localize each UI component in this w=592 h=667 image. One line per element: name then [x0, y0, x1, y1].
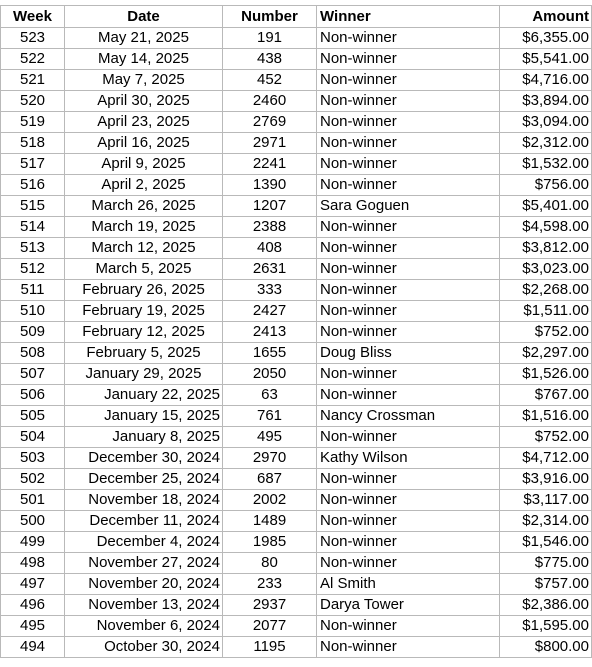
winner-cell[interactable]: Non-winner [317, 427, 500, 448]
date-cell[interactable]: December 4, 2024 [65, 532, 223, 553]
number-cell[interactable]: 2937 [223, 595, 317, 616]
date-cell[interactable]: April 16, 2025 [65, 133, 223, 154]
amount-cell[interactable]: $2,297.00 [500, 343, 592, 364]
number-cell[interactable]: 2970 [223, 448, 317, 469]
amount-cell[interactable]: $4,716.00 [500, 70, 592, 91]
amount-cell[interactable]: $4,712.00 [500, 448, 592, 469]
winner-cell[interactable]: Non-winner [317, 322, 500, 343]
winner-cell[interactable]: Non-winner [317, 154, 500, 175]
winner-cell[interactable]: Non-winner [317, 259, 500, 280]
date-cell[interactable]: April 30, 2025 [65, 91, 223, 112]
table-row [1, 532, 592, 553]
number-cell[interactable]: 761 [223, 406, 317, 427]
date-cell[interactable]: February 19, 2025 [65, 301, 223, 322]
date-cell[interactable]: March 5, 2025 [65, 259, 223, 280]
amount-cell[interactable]: $3,117.00 [500, 490, 592, 511]
winner-cell[interactable]: Nancy Crossman [317, 406, 500, 427]
amount-cell[interactable]: $2,268.00 [500, 280, 592, 301]
week-cell[interactable]: 498 [1, 553, 65, 574]
date-cell[interactable]: February 12, 2025 [65, 322, 223, 343]
number-cell[interactable]: 2631 [223, 259, 317, 280]
winner-cell[interactable]: Non-winner [317, 175, 500, 196]
amount-cell[interactable]: $752.00 [500, 322, 592, 343]
winner-cell[interactable]: Non-winner [317, 301, 500, 322]
table-row [1, 343, 592, 364]
header-row [1, 6, 592, 28]
winner-cell[interactable]: Non-winner [317, 553, 500, 574]
amount-cell[interactable]: $3,894.00 [500, 91, 592, 112]
amount-cell[interactable]: $5,541.00 [500, 49, 592, 70]
winner-cell[interactable]: Non-winner [317, 49, 500, 70]
date-cell[interactable]: November 20, 2024 [65, 574, 223, 595]
winner-cell[interactable]: Non-winner [317, 133, 500, 154]
amount-cell[interactable]: $3,094.00 [500, 112, 592, 133]
date-cell[interactable]: January 22, 2025 [65, 385, 223, 406]
date-cell[interactable]: May 7, 2025 [65, 70, 223, 91]
week-cell[interactable]: 510 [1, 301, 65, 322]
amount-cell[interactable]: $1,526.00 [500, 364, 592, 385]
winner-cell[interactable]: Non-winner [317, 91, 500, 112]
winner-cell[interactable]: Non-winner [317, 532, 500, 553]
number-cell[interactable]: 2002 [223, 490, 317, 511]
number-cell[interactable]: 191 [223, 28, 317, 49]
date-cell[interactable]: April 2, 2025 [65, 175, 223, 196]
winner-cell[interactable]: Non-winner [317, 280, 500, 301]
number-cell[interactable]: 333 [223, 280, 317, 301]
number-cell[interactable]: 452 [223, 70, 317, 91]
winner-cell[interactable]: Kathy Wilson [317, 448, 500, 469]
week-cell[interactable]: 507 [1, 364, 65, 385]
table-body [1, 28, 592, 658]
table-row [1, 364, 592, 385]
table-row [1, 301, 592, 322]
week-cell[interactable]: 497 [1, 574, 65, 595]
date-cell[interactable]: May 21, 2025 [65, 28, 223, 49]
date-cell[interactable]: November 13, 2024 [65, 595, 223, 616]
week-cell[interactable]: 509 [1, 322, 65, 343]
table-row [1, 280, 592, 301]
amount-cell[interactable]: $1,595.00 [500, 616, 592, 637]
winner-cell[interactable]: Al Smith [317, 574, 500, 595]
week-cell[interactable]: 505 [1, 406, 65, 427]
week-cell[interactable]: 512 [1, 259, 65, 280]
amount-cell[interactable]: $3,916.00 [500, 469, 592, 490]
winner-cell[interactable]: Non-winner [317, 364, 500, 385]
week-cell[interactable]: 516 [1, 175, 65, 196]
table-row [1, 448, 592, 469]
number-cell[interactable]: 438 [223, 49, 317, 70]
winner-cell[interactable]: Non-winner [317, 490, 500, 511]
amount-cell[interactable]: $756.00 [500, 175, 592, 196]
winner-cell[interactable]: Non-winner [317, 616, 500, 637]
week-header[interactable]: Week [1, 6, 65, 28]
week-cell[interactable]: 503 [1, 448, 65, 469]
amount-cell[interactable]: $1,516.00 [500, 406, 592, 427]
amount-cell[interactable]: $1,546.00 [500, 532, 592, 553]
date-cell[interactable]: February 5, 2025 [65, 343, 223, 364]
date-cell[interactable]: March 12, 2025 [65, 238, 223, 259]
week-cell[interactable]: 501 [1, 490, 65, 511]
table-row [1, 427, 592, 448]
number-cell[interactable]: 1195 [223, 637, 317, 658]
winner-cell[interactable]: Non-winner [317, 28, 500, 49]
table-row [1, 259, 592, 280]
table-row [1, 196, 592, 217]
date-cell[interactable]: January 29, 2025 [65, 364, 223, 385]
table-row [1, 322, 592, 343]
date-cell[interactable]: December 25, 2024 [65, 469, 223, 490]
number-cell[interactable]: 1207 [223, 196, 317, 217]
week-cell[interactable]: 500 [1, 511, 65, 532]
table-row [1, 406, 592, 427]
week-cell[interactable]: 495 [1, 616, 65, 637]
number-cell[interactable]: 2050 [223, 364, 317, 385]
winner-cell[interactable]: Non-winner [317, 217, 500, 238]
number-cell[interactable]: 1655 [223, 343, 317, 364]
number-cell[interactable]: 1489 [223, 511, 317, 532]
amount-cell[interactable]: $2,386.00 [500, 595, 592, 616]
table-row [1, 154, 592, 175]
week-cell[interactable]: 517 [1, 154, 65, 175]
week-cell[interactable]: 502 [1, 469, 65, 490]
number-cell[interactable]: 2388 [223, 217, 317, 238]
amount-cell[interactable]: $2,314.00 [500, 511, 592, 532]
table-row [1, 238, 592, 259]
winner-cell[interactable]: Non-winner [317, 637, 500, 658]
number-cell[interactable]: 2413 [223, 322, 317, 343]
number-cell[interactable]: 2971 [223, 133, 317, 154]
amount-cell[interactable]: $1,532.00 [500, 154, 592, 175]
winner-cell[interactable]: Non-winner [317, 238, 500, 259]
number-cell[interactable]: 687 [223, 469, 317, 490]
week-cell[interactable]: 494 [1, 637, 65, 658]
table-row [1, 385, 592, 406]
number-cell[interactable]: 2077 [223, 616, 317, 637]
week-cell[interactable]: 515 [1, 196, 65, 217]
number-cell[interactable]: 2769 [223, 112, 317, 133]
date-cell[interactable]: March 19, 2025 [65, 217, 223, 238]
winner-cell[interactable]: Sara Goguen [317, 196, 500, 217]
date-cell[interactable]: April 9, 2025 [65, 154, 223, 175]
week-cell[interactable]: 521 [1, 70, 65, 91]
table-row [1, 616, 592, 637]
date-header[interactable]: Date [65, 6, 223, 28]
amount-cell[interactable]: $2,312.00 [500, 133, 592, 154]
number-cell[interactable]: 233 [223, 574, 317, 595]
number-header[interactable]: Number [223, 6, 317, 28]
table-row [1, 133, 592, 154]
table-row [1, 217, 592, 238]
date-cell[interactable]: November 6, 2024 [65, 616, 223, 637]
week-cell[interactable]: 511 [1, 280, 65, 301]
amount-cell[interactable]: $3,812.00 [500, 238, 592, 259]
week-cell[interactable]: 506 [1, 385, 65, 406]
date-cell[interactable]: April 23, 2025 [65, 112, 223, 133]
table-row [1, 595, 592, 616]
table-row [1, 490, 592, 511]
date-cell[interactable]: March 26, 2025 [65, 196, 223, 217]
number-cell[interactable]: 2460 [223, 91, 317, 112]
amount-cell[interactable]: $757.00 [500, 574, 592, 595]
amount-cell[interactable]: $3,023.00 [500, 259, 592, 280]
table-row [1, 511, 592, 532]
winner-cell[interactable]: Doug Bliss [317, 343, 500, 364]
table-row [1, 28, 592, 49]
number-cell[interactable]: 408 [223, 238, 317, 259]
winner-cell[interactable]: Non-winner [317, 112, 500, 133]
amount-header[interactable]: Amount [500, 6, 592, 28]
date-cell[interactable]: October 30, 2024 [65, 637, 223, 658]
date-cell[interactable]: January 15, 2025 [65, 406, 223, 427]
table-row [1, 91, 592, 112]
date-cell[interactable]: November 18, 2024 [65, 490, 223, 511]
number-cell[interactable]: 1985 [223, 532, 317, 553]
week-cell[interactable]: 508 [1, 343, 65, 364]
date-cell[interactable]: February 26, 2025 [65, 280, 223, 301]
table-row [1, 469, 592, 490]
week-cell[interactable]: 514 [1, 217, 65, 238]
winner-cell[interactable]: Non-winner [317, 469, 500, 490]
week-cell[interactable]: 523 [1, 28, 65, 49]
number-cell[interactable]: 2241 [223, 154, 317, 175]
week-cell[interactable]: 518 [1, 133, 65, 154]
winner-cell[interactable]: Non-winner [317, 385, 500, 406]
amount-cell[interactable]: $775.00 [500, 553, 592, 574]
amount-cell[interactable]: $767.00 [500, 385, 592, 406]
winner-cell[interactable]: Non-winner [317, 70, 500, 91]
amount-cell[interactable]: $800.00 [500, 637, 592, 658]
table-row [1, 637, 592, 658]
amount-cell[interactable]: $4,598.00 [500, 217, 592, 238]
week-cell[interactable]: 513 [1, 238, 65, 259]
amount-cell[interactable]: $5,401.00 [500, 196, 592, 217]
winner-cell[interactable]: Non-winner [317, 511, 500, 532]
date-cell[interactable]: January 8, 2025 [65, 427, 223, 448]
table-row [1, 175, 592, 196]
date-cell[interactable]: December 30, 2024 [65, 448, 223, 469]
date-cell[interactable]: December 11, 2024 [65, 511, 223, 532]
number-cell[interactable]: 1390 [223, 175, 317, 196]
week-cell[interactable]: 520 [1, 91, 65, 112]
amount-cell[interactable]: $752.00 [500, 427, 592, 448]
number-cell[interactable]: 63 [223, 385, 317, 406]
winner-cell[interactable]: Darya Tower [317, 595, 500, 616]
week-cell[interactable]: 496 [1, 595, 65, 616]
table-row [1, 574, 592, 595]
date-cell[interactable]: May 14, 2025 [65, 49, 223, 70]
week-cell[interactable]: 499 [1, 532, 65, 553]
amount-cell[interactable]: $1,511.00 [500, 301, 592, 322]
date-cell[interactable]: November 27, 2024 [65, 553, 223, 574]
results-table [0, 5, 592, 658]
number-cell[interactable]: 80 [223, 553, 317, 574]
amount-cell[interactable]: $6,355.00 [500, 28, 592, 49]
week-cell[interactable]: 504 [1, 427, 65, 448]
week-cell[interactable]: 519 [1, 112, 65, 133]
table-row [1, 112, 592, 133]
week-cell[interactable]: 522 [1, 49, 65, 70]
number-cell[interactable]: 495 [223, 427, 317, 448]
table-row [1, 49, 592, 70]
winner-header[interactable]: Winner [317, 6, 500, 28]
table-row [1, 553, 592, 574]
number-cell[interactable]: 2427 [223, 301, 317, 322]
table-row [1, 70, 592, 91]
